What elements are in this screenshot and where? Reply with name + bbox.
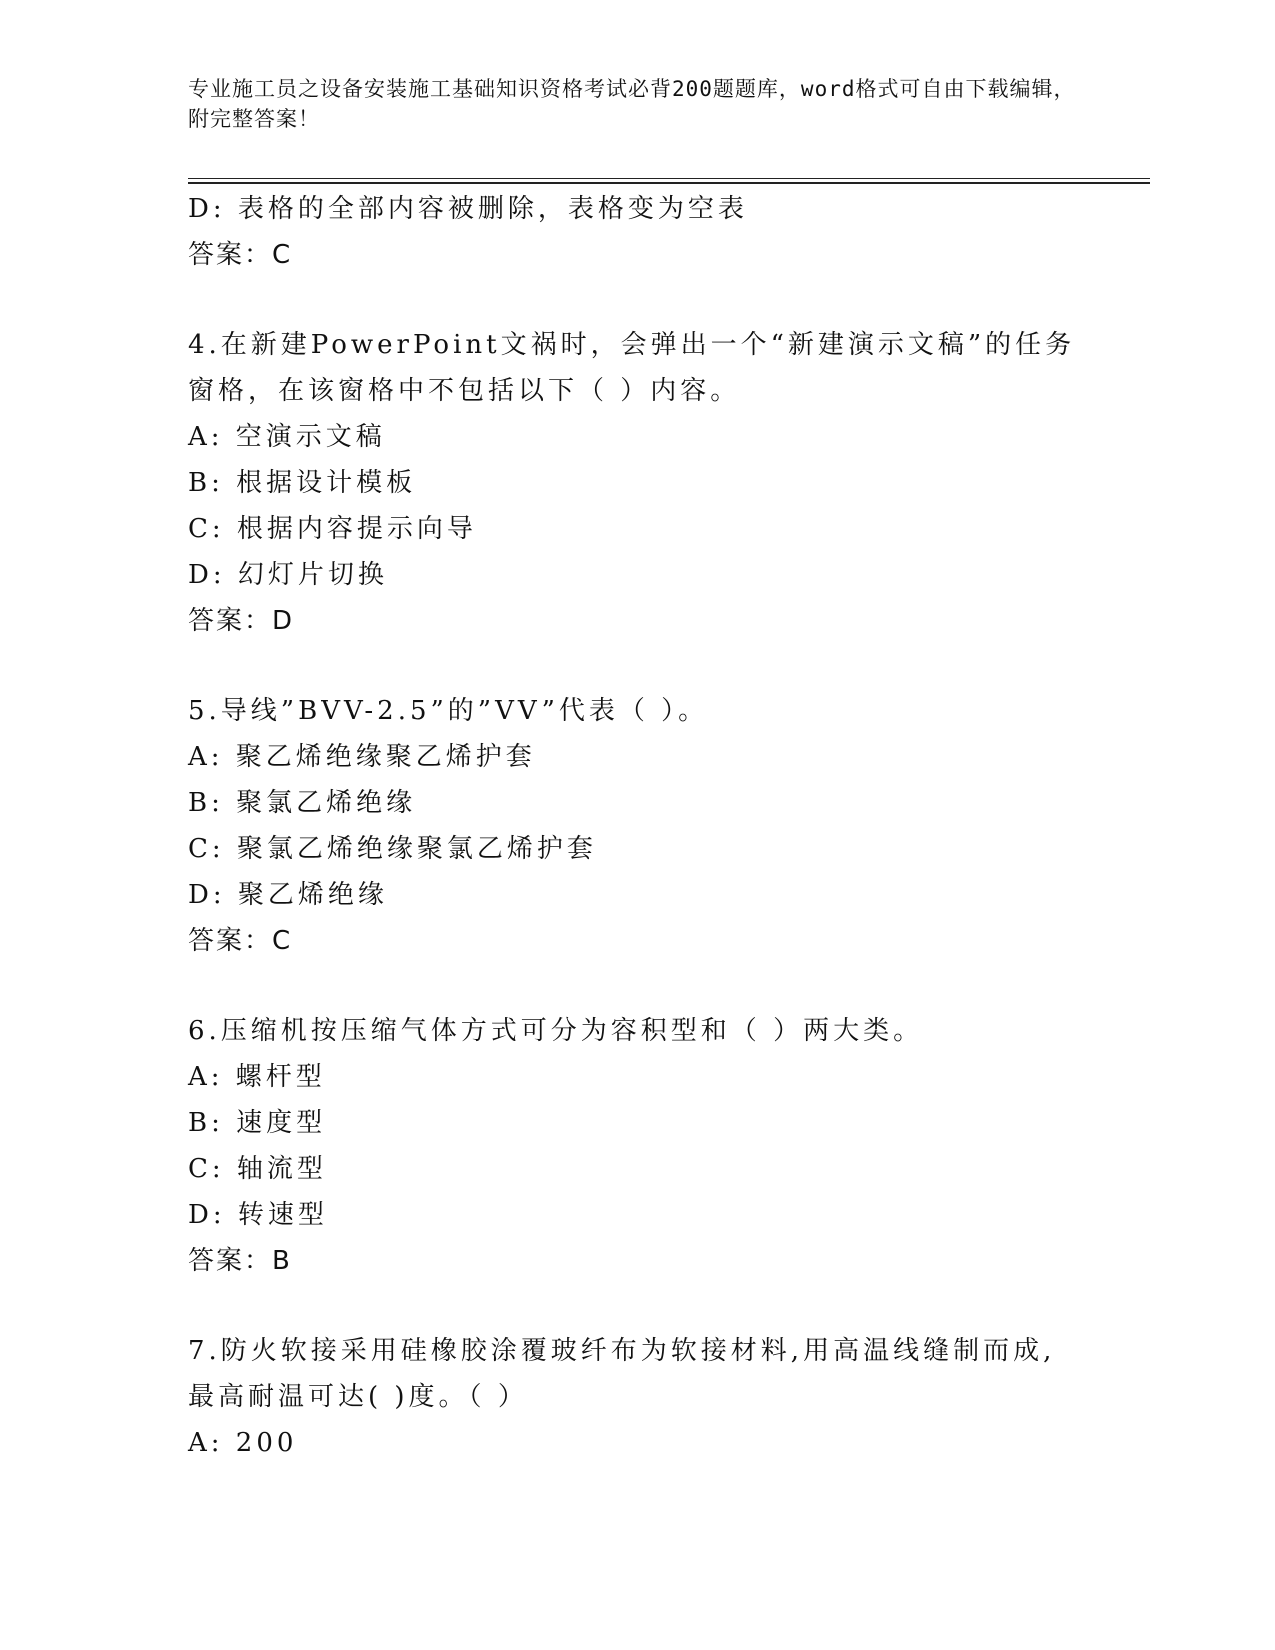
option-c: C: 聚氯乙烯绝缘聚氯乙烯护套 <box>188 834 597 864</box>
answer-label: 答案：D <box>188 606 295 636</box>
option-c: C: 根据内容提示向导 <box>188 514 477 544</box>
document-header: 专业施工员之设备安装施工基础知识资格考试必背200题题库，word格式可自由下载编辑，附完整答案！ <box>188 77 1076 131</box>
spacer <box>188 278 1088 322</box>
header-divider-thin <box>188 178 1150 179</box>
option-d: D: 表格的全部内容被删除，表格变为空表 <box>188 194 748 224</box>
question-text: 6.压缩机按压缩气体方式可分为容积型和（ ）两大类。 <box>188 1016 924 1046</box>
option-d: D: 幻灯片切换 <box>188 560 388 590</box>
option-a: A: 空演示文稿 <box>188 422 386 452</box>
option-a: A: 200 <box>188 1428 298 1458</box>
option-a: A: 螺杆型 <box>188 1062 326 1092</box>
question-7 <box>188 1328 1088 1466</box>
answer-label: 答案：B <box>188 1246 292 1276</box>
question-text: 7.防火软接采用硅橡胶涂覆玻纤布为软接材料,用高温线缝制而成,最高耐温可达( )度。（ ） <box>188 1336 1056 1412</box>
answer-label: 答案：C <box>188 926 293 956</box>
question-5 <box>188 688 1088 964</box>
option-d: D: 聚乙烯绝缘 <box>188 880 388 910</box>
question-4 <box>188 322 1088 644</box>
option-b: B: 聚氯乙烯绝缘 <box>188 788 417 818</box>
header-divider-thick <box>188 182 1150 184</box>
question-list <box>188 186 1088 1466</box>
option-b: B: 速度型 <box>188 1108 327 1138</box>
option-d: D: 转速型 <box>188 1200 328 1230</box>
option-c: C: 轴流型 <box>188 1154 327 1184</box>
spacer <box>188 1284 1088 1328</box>
question-text: 4.在新建PowerPoint文祸时，会弹出一个“新建演示文稿”的任务窗格，在该窗格中不包括以下（ ）内容。 <box>188 330 1076 406</box>
question-6 <box>188 1008 1088 1284</box>
spacer <box>188 964 1088 1008</box>
option-a: A: 聚乙烯绝缘聚乙烯护套 <box>188 742 536 772</box>
question-3-tail <box>188 186 1088 278</box>
option-b: B: 根据设计模板 <box>188 468 417 498</box>
spacer <box>188 644 1088 688</box>
question-text: 5.导线”BVV-2.5”的”VV”代表（ ）。 <box>188 696 709 726</box>
answer-label: 答案：C <box>188 240 293 270</box>
